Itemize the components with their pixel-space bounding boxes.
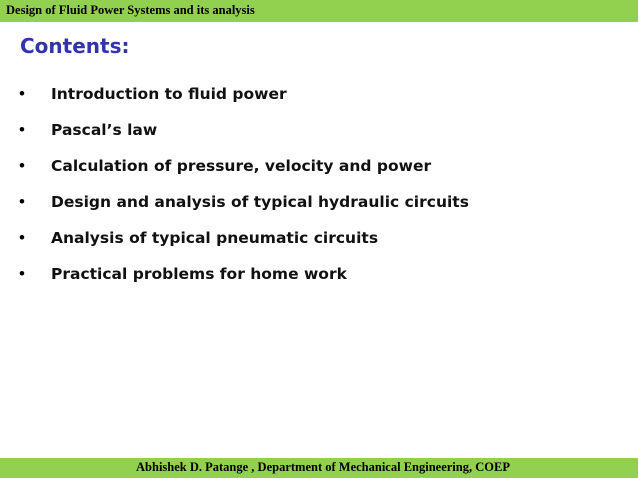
bullet-icon: • — [19, 192, 25, 211]
list-item — [0, 82, 620, 106]
list-item — [0, 190, 620, 214]
slide-heading: Contents: — [20, 34, 130, 58]
header-title: Design of Fluid Power Systems and its analysis — [6, 3, 255, 17]
list-item-label: Practical problems for home work — [51, 265, 347, 283]
bullet-icon: • — [19, 264, 25, 283]
list-item — [0, 262, 620, 286]
list-item-label: Pascal’s law — [51, 121, 158, 139]
header-bar — [0, 0, 638, 22]
bullet-icon: • — [19, 156, 25, 175]
footer-bar — [0, 458, 638, 478]
footer-text: Abhishek D. Patange , Department of Mechanical Engineering, COEP — [136, 460, 510, 474]
list-item-label: Design and analysis of typical hydraulic circuits — [51, 193, 469, 211]
list-item-label: Introduction to fluid power — [51, 85, 287, 103]
list-item — [0, 154, 620, 178]
list-item-label: Analysis of typical pneumatic circuits — [51, 229, 379, 247]
list-item — [0, 226, 620, 250]
list-item-label: Calculation of pressure, velocity and power — [51, 157, 432, 175]
bullet-icon: • — [19, 120, 25, 139]
bullet-icon: • — [19, 228, 25, 247]
list-item — [0, 118, 620, 142]
bullet-icon: • — [19, 84, 25, 103]
